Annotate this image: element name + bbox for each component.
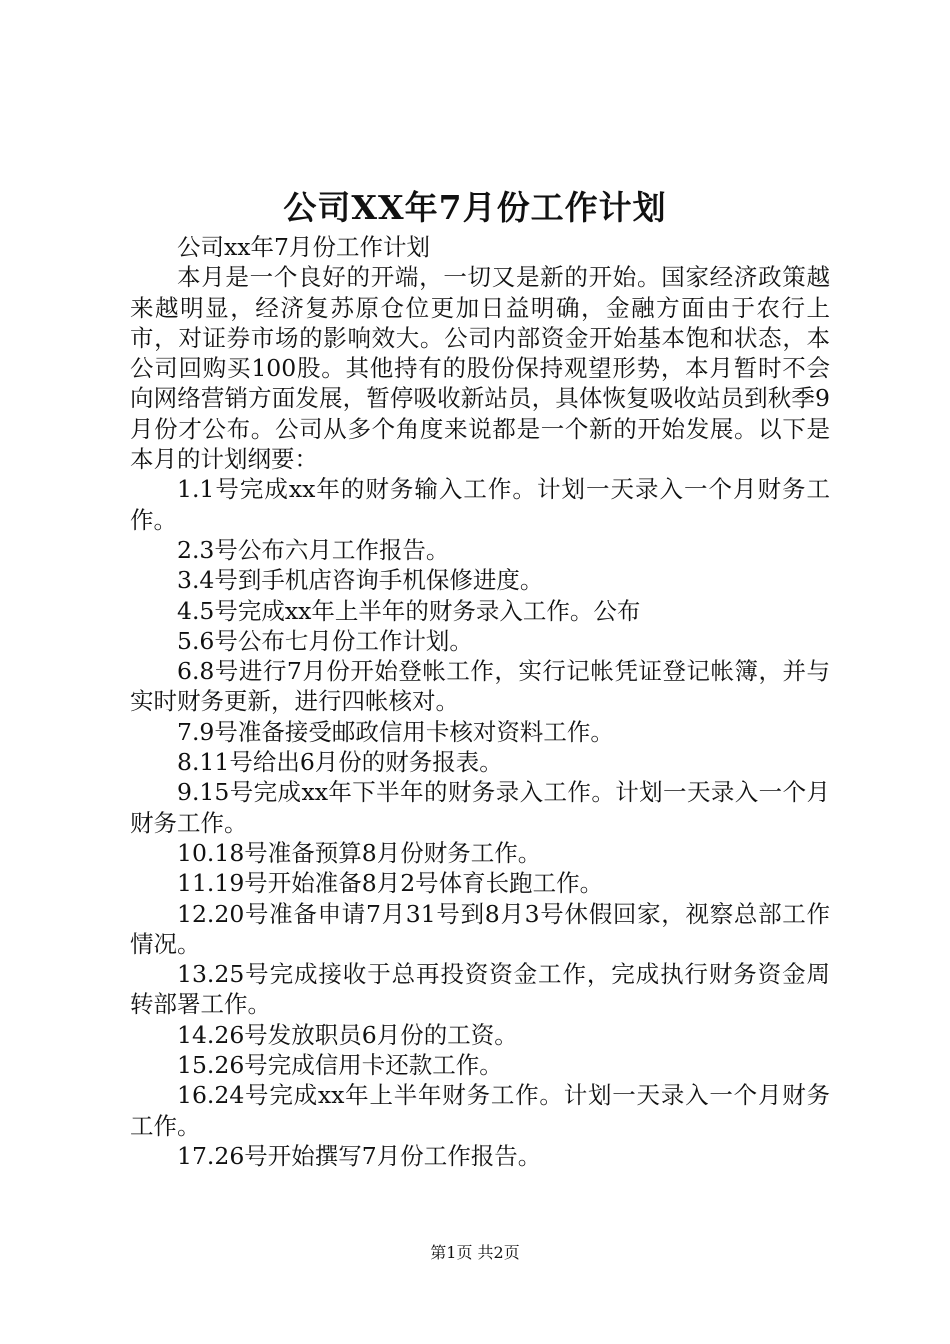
plan-item: 8.11号给出6月份的财务报表。: [177, 748, 503, 777]
intro-paragraph: 本月是一个良好的开端，一切又是新的开始。国家经济政策越来越明显，经济复苏原仓位更加日益明确，金融方面由于农行上市，对证券市场的影响效大。公司内部资金开始基本饱和状态，本公司回购买100股。其他持有的股份保持观望形势，本月暂时不会向网络营销方面发展，暂停吸收新站员，具体恢复吸收站员到秋季9月份才公布。公司从多个角度来说都是一个新的开始发展。以下是本月的计划纲要：: [130, 263, 830, 474]
plan-item: 5.6号公布七月份工作计划。: [177, 626, 473, 655]
plan-item: 6.8号进行7月份开始登帐工作，实行记帐凭证登记帐簿，并与实时财务更新，进行四帐核对。: [130, 657, 830, 716]
plan-item: 16.24号完成xx年上半年财务工作。计划一天录入一个月财务工作。: [130, 1081, 830, 1140]
plan-item: 11.19号开始准备8月2号体育长跑工作。: [177, 869, 604, 898]
plan-item: 7.9号准备接受邮政信用卡核对资料工作。: [177, 717, 614, 746]
plan-item: 14.26号发放职员6月份的工资。: [177, 1020, 518, 1049]
document-body: [130, 232, 830, 1171]
plan-item: 15.26号完成信用卡还款工作。: [177, 1051, 503, 1080]
plan-item: 3.4号到手机店咨询手机保修进度。: [177, 566, 544, 595]
plan-item: 2.3号公布六月工作报告。: [177, 535, 450, 564]
document-subtitle: 公司xx年7月份工作计划: [177, 233, 430, 261]
plan-item: 9.15号完成xx年下半年的财务录入工作。计划一天录入一个月财务工作。: [130, 778, 830, 837]
plan-item: 1.1号完成xx年的财务输入工作。计划一天录入一个月财务工作。: [130, 475, 830, 534]
plan-item: 12.20号准备申请7月31号到8月3号休假回家，视察总部工作情况。: [130, 899, 830, 958]
plan-item: 4.5号完成xx年上半年的财务录入工作。公布: [177, 596, 641, 625]
plan-item: 13.25号完成接收于总再投资资金工作，完成执行财务资金周转部署工作。: [130, 960, 830, 1019]
plan-item: 17.26号开始撰写7月份工作报告。: [177, 1141, 542, 1170]
document-title: 公司XX年7月份工作计划: [283, 188, 667, 227]
plan-item: 10.18号准备预算8月份财务工作。: [177, 838, 542, 867]
page-footer: 第1页 共2页: [430, 1243, 520, 1262]
